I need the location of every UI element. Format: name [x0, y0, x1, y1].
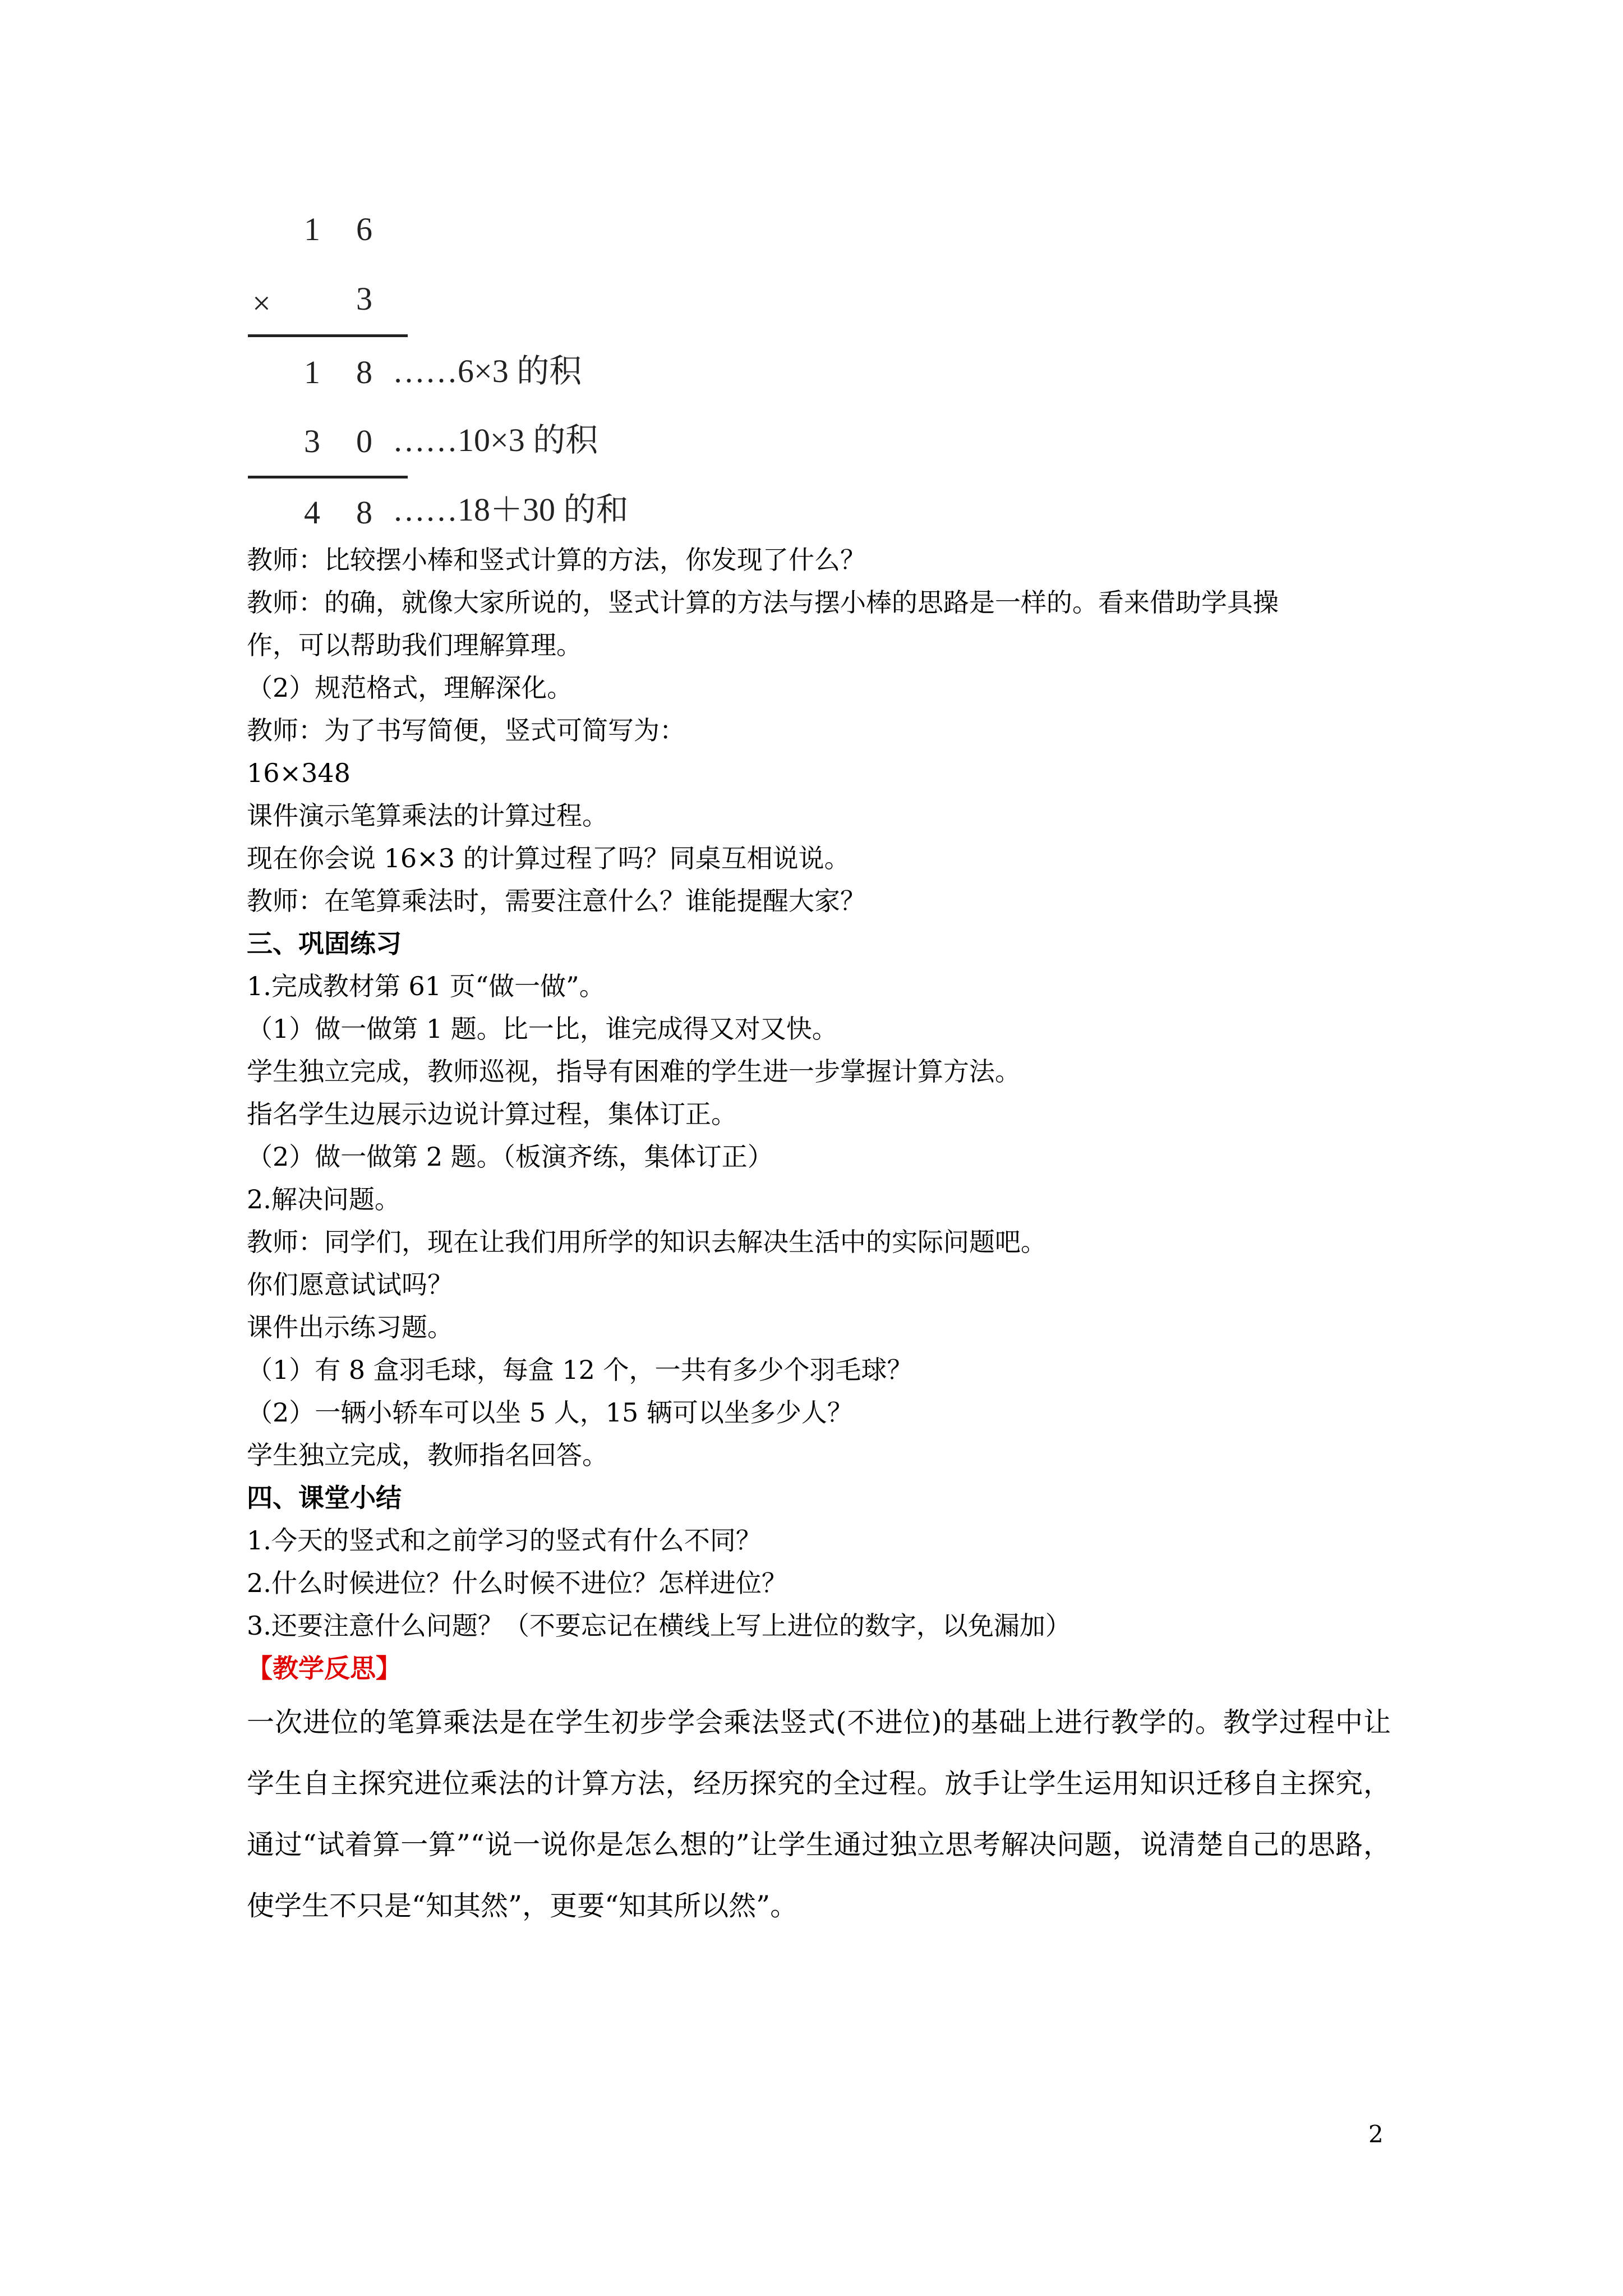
times-sign: ×: [252, 285, 271, 321]
partial2-note: ……10×3 的积: [393, 422, 598, 458]
text-line: 2.解决问题。: [247, 1184, 400, 1214]
text-line: 教师：比较摆小棒和竖式计算的方法，你发现了什么？: [247, 545, 866, 575]
multiplicand-tens: 1: [304, 211, 320, 247]
result-ones: 8: [356, 494, 372, 531]
first-line: [248, 334, 408, 337]
text-line: 3.还要注意什么问题？（不要忘记在横线上写上进位的数字，以免漏加）: [247, 1611, 1071, 1641]
text-line: 现在你会说 16×3 的计算过程了吗？同桌互相说说。: [247, 843, 850, 873]
partial1-note: ……6×3 的积: [393, 353, 582, 389]
section-heading: 三、巩固练习: [247, 928, 402, 959]
text-line: 指名学生边展示边说计算过程，集体订正。: [247, 1099, 737, 1129]
text-line: 你们愿意试试吗？: [247, 1269, 453, 1300]
text-line: 教师：的确，就像大家所说的，竖式计算的方法与摆小棒的思路是一样的。看来借助学具操: [247, 587, 1279, 618]
text-line: 教师：同学们，现在让我们用所学的知识去解决生活中的实际问题吧。: [247, 1227, 1046, 1257]
second-line: [248, 476, 408, 478]
result-note: ……18＋30 的和: [393, 491, 629, 528]
partial2-ones: 0: [356, 423, 372, 459]
reflection-paragraph: 一次进位的笔算乘法是在学生初步学会乘法竖式(不进位)的基础上进行教学的。教学过程中让学生自主探究进位乘法的计算方法，经历探究的全过程。放手让学生运用知识迁移自主探究，通过“试着算一算”“说一说你是怎么想的”让学生通过独立思考解决问题，说清楚自己的思路，使学生不只是“知其然”，更要“知其所以然”。: [247, 1706, 1391, 1922]
text-line: 1.完成教材第 61 页“做一做”。: [247, 971, 605, 1001]
text-line: 2.什么时候进位？什么时候不进位？怎样进位？: [247, 1568, 787, 1598]
text-line: （1）做一做第 1 题。比一比，谁完成得又对又快。: [247, 1014, 838, 1044]
text-line: （2）做一做第 2 题。（板演齐练，集体订正）: [247, 1142, 773, 1172]
text-line: （1）有 8 盒羽毛球，每盒 12 个，一共有多少个羽毛球？: [247, 1355, 913, 1385]
multiplicand-ones: 6: [356, 211, 372, 247]
reflection-heading: 【教学反思】: [247, 1653, 402, 1683]
vertical-multiplication: [241, 191, 746, 539]
text-line: 教师：为了书写简便，竖式可简写为：: [247, 715, 685, 746]
partial1-ones: 8: [356, 354, 372, 390]
text-line: 教师：在笔算乘法时，需要注意什么？谁能提醒大家？: [247, 886, 866, 916]
partial2-tens: 3: [304, 423, 320, 459]
text-line: （2）规范格式，理解深化。: [247, 673, 573, 703]
section-heading: 四、课堂小结: [247, 1483, 402, 1513]
text-line: 学生独立完成，教师指名回答。: [247, 1440, 608, 1470]
multiplier: 3: [356, 280, 372, 317]
text-line: 1.今天的竖式和之前学习的竖式有什么不同？: [247, 1525, 762, 1556]
page-number: 2: [1368, 2120, 1384, 2148]
text-line: 学生独立完成，教师巡视，指导有困难的学生进一步掌握计算方法。: [247, 1056, 1021, 1087]
text-line: 课件出示练习题。: [247, 1312, 453, 1342]
text-line: （2）一辆小轿车可以坐 5 人，15 辆可以坐多少人？: [247, 1397, 853, 1428]
document-body: [247, 539, 1391, 1936]
text-line: 作，可以帮助我们理解算理。: [247, 630, 582, 660]
partial1-tens: 1: [304, 354, 320, 390]
text-line: 16×348: [247, 758, 351, 788]
text-line: 课件演示笔算乘法的计算过程。: [247, 800, 608, 831]
result-tens: 4: [304, 494, 320, 531]
